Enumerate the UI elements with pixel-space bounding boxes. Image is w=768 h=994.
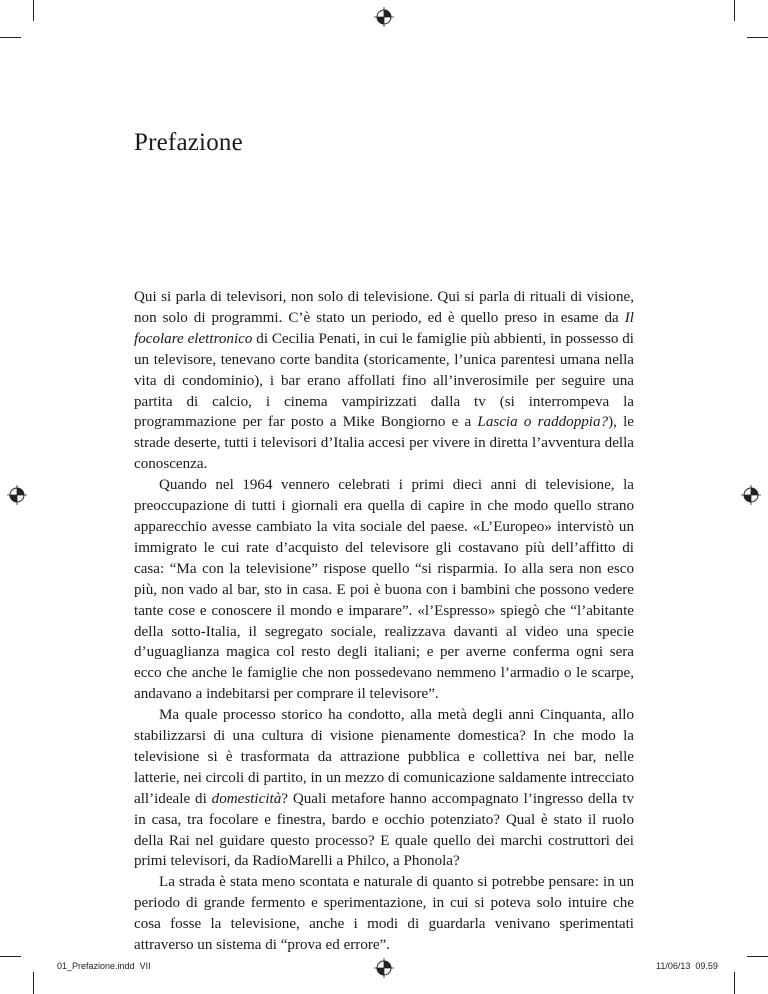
registration-mark-bottom-icon [374,958,394,978]
crop-mark-bottom-right-vertical [734,972,735,994]
slug-date: 11/06/13 [656,961,691,971]
registration-mark-left-icon [7,485,27,505]
italic-title-text: Il focolare elettronico [134,309,634,347]
crop-mark-top-right-horizontal [747,37,768,38]
registration-mark-top-icon [374,7,394,27]
text-run: Ma quale processo storico ha condotto, alla metà degli anni Cinquanta, allo stabilizzarsi di una cultura di visione pienamente domestica? In che modo la televisione si è trasformata da attrazione pubblica e collettiva nei bar, nelle latterie, nei circoli di partito, in un mezzo di comunicazione saldamente intrecciato all’ideale di [134,707,634,807]
crop-mark-top-left-vertical [33,0,34,21]
text-run: Quando nel 1964 vennero celebrati i primi dieci anni di televisione, la preoccupazione di tutti i giornali era quella di capire in che modo quello strano apparecchio avesse cambiato la vita sociale del paese. «L’Europeo» intervistò un immigrato le cui rate d’acquisto del televisore gli costavano più dell’affitto di casa: “Ma con la televisione” rispose quello “si risparmia. Io alla sera non esco più, non vado al bar, sto in casa. E poi è buona con i bambini che possono vedere tante cose e conoscere il mondo e imparare”. «l’Espresso» spiegò che “l’abitante della sotto-Italia, il segregato sociale, realizzava davanti al video una specie d’uguaglianza magica col resto degli italiani; e per averne conferma ogni sera ecco che anche le famiglie che non possedevano nemmeno l’armadio o le scarpe, andavano a indebitarsi per comprare il televisore”. [134,477,634,703]
slug-time: 09.59 [695,961,718,971]
text-run: ), le strade deserte, tutti i televisori d’Italia accesi per vivere in diretta l’avventura della conoscenza. [134,414,634,473]
chapter-title: Prefazione [134,129,243,156]
slug-date-info [656,961,718,971]
slug-file-info [57,961,151,971]
crop-mark-bottom-left-horizontal [0,956,21,957]
paragraph [134,705,634,872]
text-run: di Cecilia Penati, in cui le famiglie più abbienti, in possesso di un televisore, tenevano corte bandita (storicamente, l’unica parentesi umana nella vita di condominio), i bar erano affollati fino all’inverosimile per seguire una partita di calcio, i cinema vampirizzati dalla tv (si interrompeva la programmazione per far posto a Mike Bongiorno e a [134,330,634,431]
slug-page-number: VII [139,961,151,971]
italic-title-text: domesticità [211,790,282,807]
text-run: La strada è stata meno scontata e naturale di quanto si potrebbe pensare: in un periodo di grande fermento e sperimentazione, in cui si poteva solo intuire che cosa fosse la televisione, anche i modi di guardarla venivano sperimentati attraverso un sistema di “prova ed errore”. [134,874,634,954]
slug-file-name: 01_Prefazione.indd [57,961,135,971]
registration-mark-right-icon [741,485,761,505]
paragraph [134,287,634,475]
text-run: Qui si parla di televisori, non solo di televisione. Qui si parla di rituali di visione, non solo di programmi. C’è stato un periodo, ed è quello preso in esame da [134,289,634,326]
paragraph [134,475,634,705]
crop-mark-bottom-right-horizontal [747,956,768,957]
italic-title-text: Lascia o raddoppia? [477,414,609,431]
crop-mark-top-right-vertical [734,0,735,21]
crop-mark-bottom-left-vertical [33,972,34,994]
body-text [134,287,634,956]
text-run: ? Quali metafore hanno accompagnato l’ingresso della tv in casa, tra focolare e finestra, bardo e occhio potenziato? Qual è stato il ruolo della Rai nel guidare questo processo? E quale quello dei marchi costruttori dei primi televisori, da RadioMarelli a Philco, a Phonola? [134,790,634,870]
paragraph [134,872,634,956]
crop-mark-top-left-horizontal [0,37,21,38]
